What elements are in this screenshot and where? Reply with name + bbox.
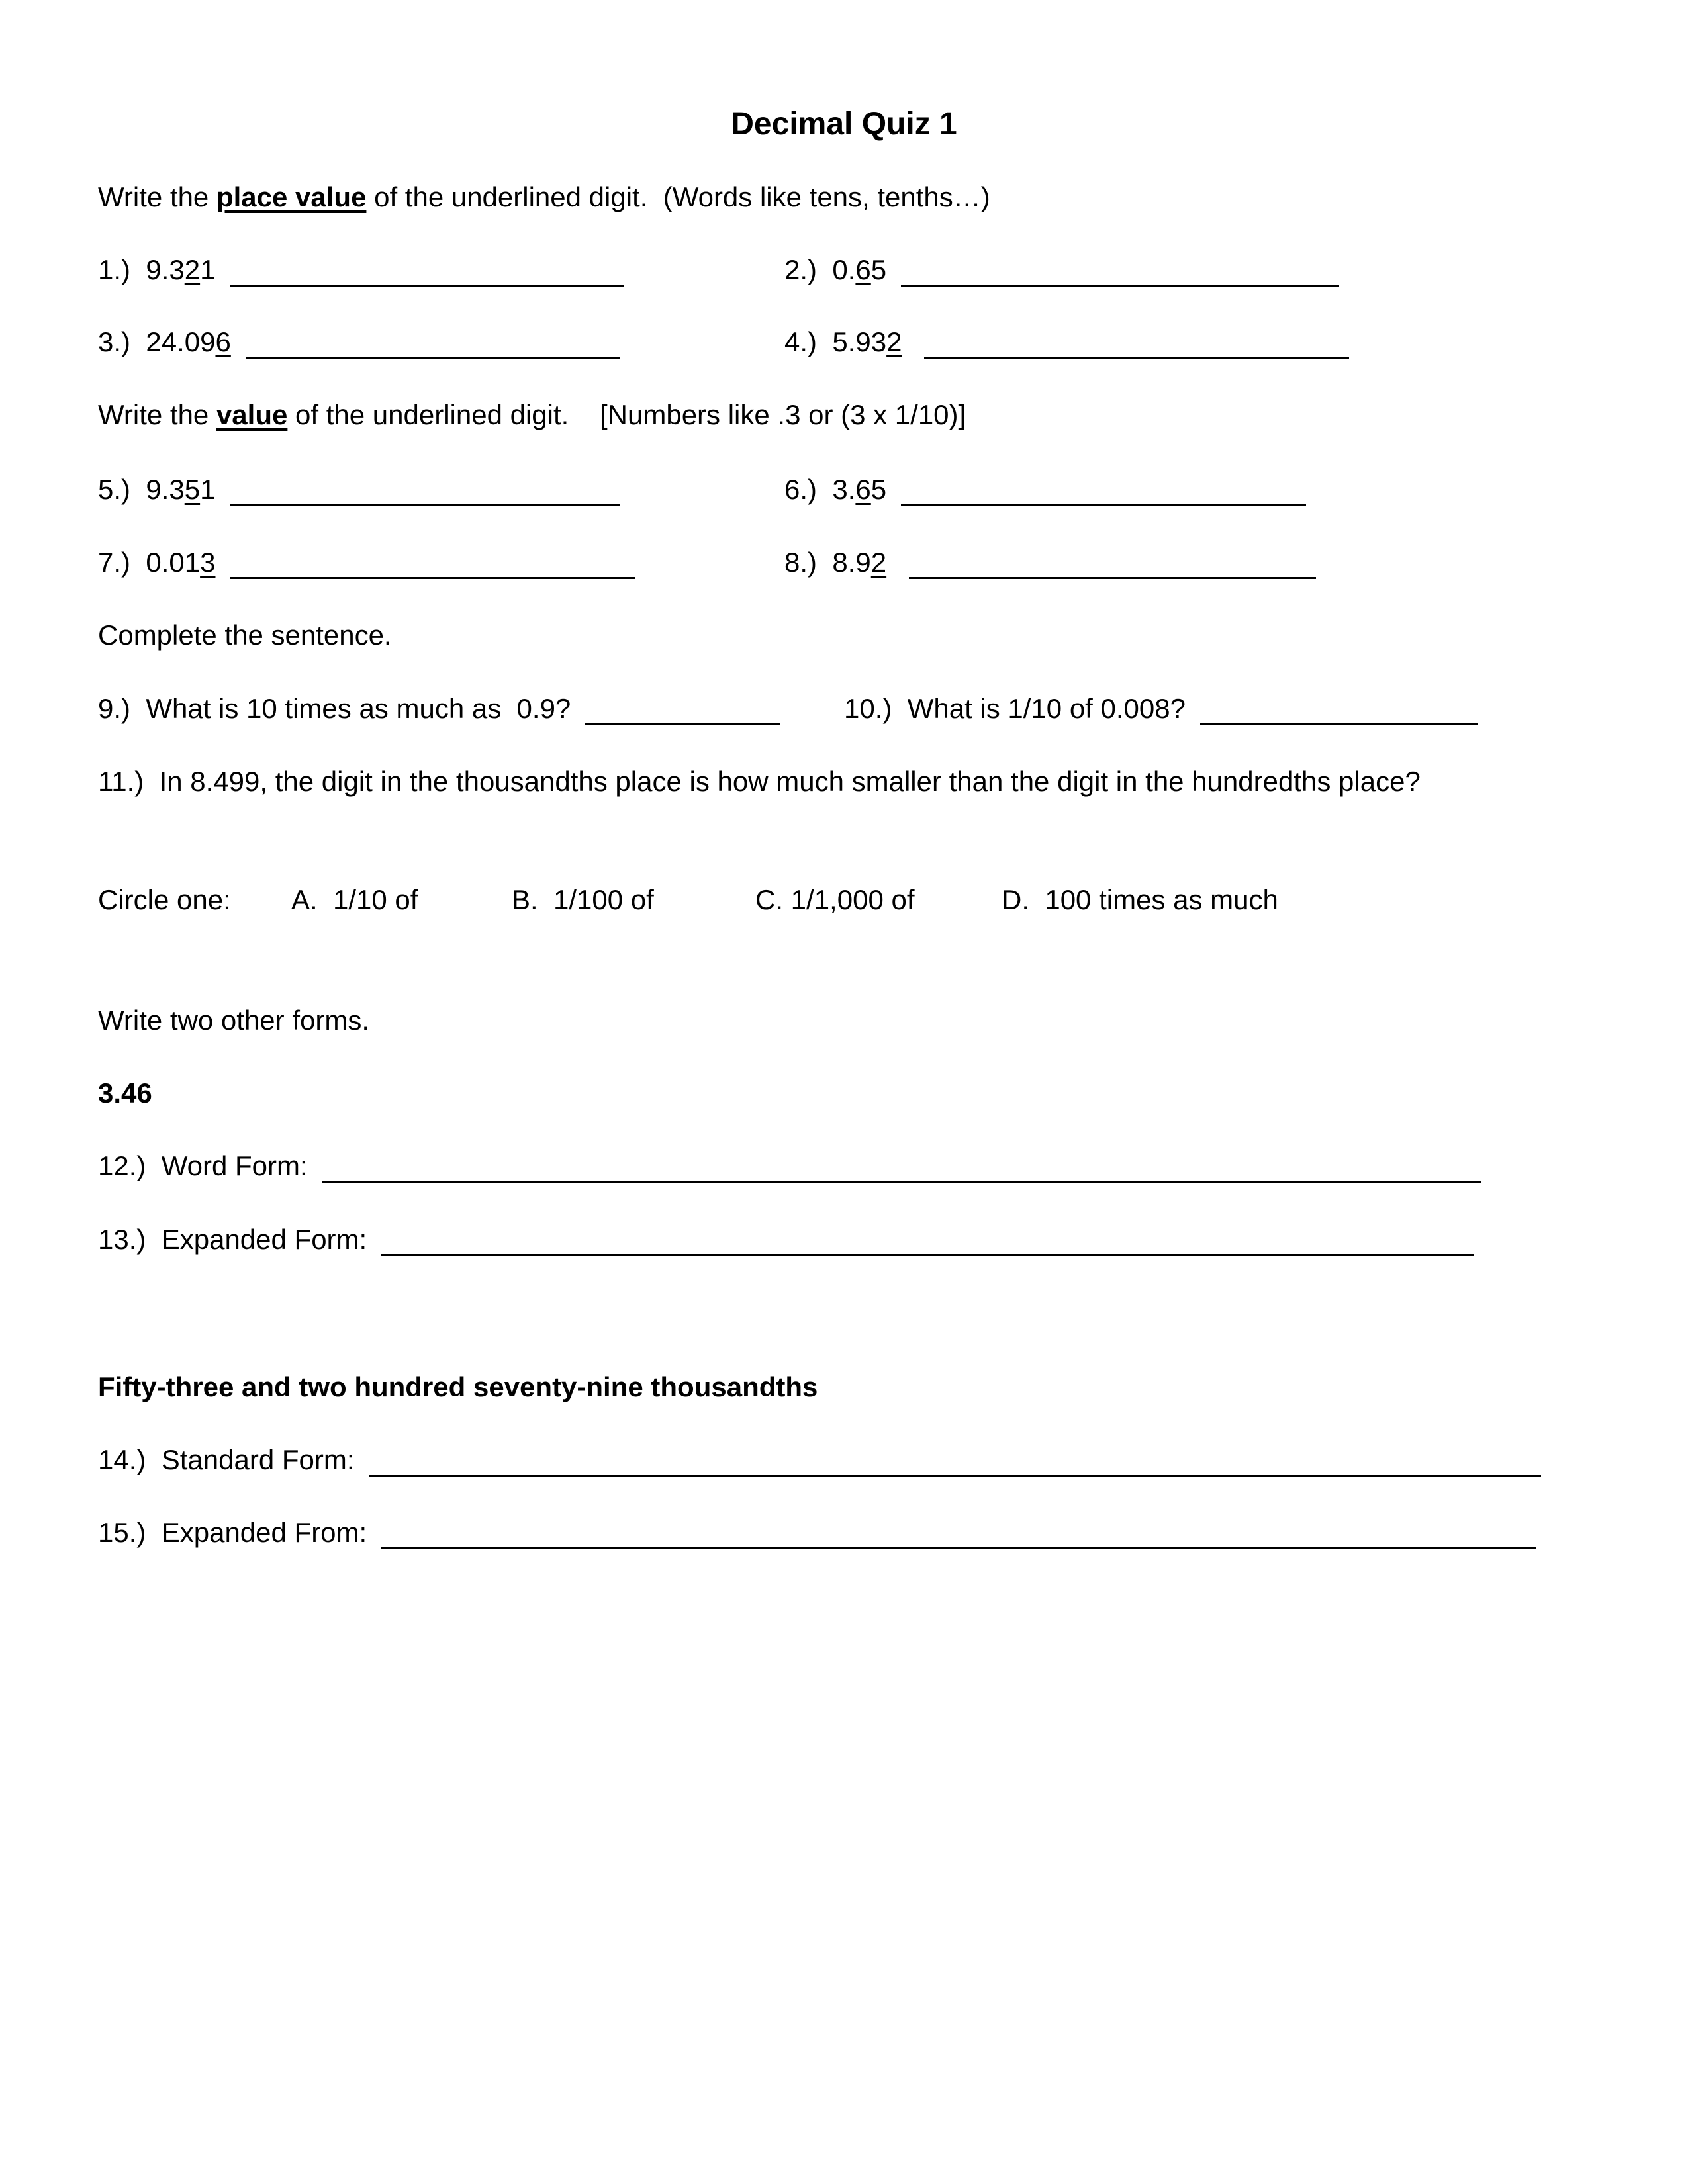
underlined-digit: 3 — [200, 547, 216, 578]
question-13 — [98, 1223, 1474, 1256]
section-heading: Write two other forms. — [98, 1005, 369, 1036]
circle-label: Circle one: — [98, 884, 231, 915]
question-7 — [98, 546, 635, 579]
answer-blank[interactable] — [901, 257, 1339, 287]
underlined-digit: 6 — [855, 474, 871, 505]
instructions-place-value — [98, 181, 990, 214]
underlined-digit: 2 — [870, 547, 887, 578]
answer-blank[interactable] — [322, 1153, 1481, 1183]
question-text: 10.) What is 1/10 of 0.008? — [844, 693, 1186, 724]
question-number: 7.) — [98, 547, 146, 578]
instr-text: Write the — [98, 399, 216, 430]
answer-blank[interactable] — [381, 1226, 1474, 1256]
page-title: Decimal Quiz 1 — [731, 107, 957, 142]
option-c[interactable]: C. 1/1,000 of — [755, 884, 915, 915]
question-text: 13.) Expanded Form: — [98, 1224, 367, 1255]
question-text: 15.) Expanded From: — [98, 1517, 367, 1548]
question-2 — [784, 253, 1339, 287]
answer-blank[interactable] — [585, 696, 780, 725]
instr-text: of the underlined digit. [Numbers like .3 or (3 x 1/10)] — [287, 399, 966, 430]
answer-blank[interactable] — [924, 329, 1349, 359]
question-10 — [844, 692, 1478, 725]
circle-one-options — [98, 884, 1422, 917]
instr-emphasis: place value — [216, 181, 367, 212]
option-d[interactable]: D. 100 times as much — [1002, 884, 1278, 915]
underlined-digit: 6 — [855, 254, 871, 285]
underlined-digit: 2 — [184, 254, 201, 285]
answer-blank[interactable] — [1200, 696, 1478, 725]
question-8 — [784, 546, 1316, 579]
instr-text: of the underlined digit. (Words like tens, tenths…) — [366, 181, 990, 212]
question-6 — [784, 473, 1306, 506]
number-part: 5 — [870, 254, 887, 285]
answer-blank[interactable] — [230, 549, 635, 579]
number-part: 5 — [870, 474, 887, 505]
answer-blank[interactable] — [381, 1520, 1536, 1549]
answer-blank[interactable] — [230, 477, 620, 506]
question-text: 11.) In 8.499, the digit in the thousandths place is how much smaller than the digit in the hundredths place? — [98, 766, 1421, 797]
question-number: 8.) — [784, 547, 833, 578]
number-part: 1 — [200, 254, 216, 285]
question-number: 6.) — [784, 474, 833, 505]
section-heading: Complete the sentence. — [98, 619, 392, 651]
number-part: 3. — [832, 474, 856, 505]
instr-text: Write the — [98, 181, 216, 212]
number-part: 1 — [200, 474, 216, 505]
question-text: 14.) Standard Form: — [98, 1444, 355, 1475]
question-15 — [98, 1516, 1536, 1549]
answer-blank[interactable] — [901, 477, 1306, 506]
given-number: 3.46 — [98, 1077, 152, 1109]
question-3 — [98, 326, 620, 359]
question-number: 3.) — [98, 326, 146, 357]
underlined-digit: 6 — [215, 326, 231, 357]
question-14 — [98, 1443, 1541, 1477]
number-part: 0. — [832, 254, 856, 285]
instructions-value — [98, 398, 966, 432]
question-9 — [98, 692, 780, 725]
number-part: 9.3 — [146, 474, 185, 505]
number-part: 0.01 — [146, 547, 201, 578]
answer-blank[interactable] — [909, 549, 1316, 579]
question-number: 4.) — [784, 326, 833, 357]
question-number: 5.) — [98, 474, 146, 505]
option-a[interactable]: A. 1/10 of — [291, 884, 418, 915]
answer-blank[interactable] — [369, 1447, 1541, 1477]
question-11 — [98, 765, 1421, 798]
question-1 — [98, 253, 624, 287]
number-part: 9.3 — [146, 254, 185, 285]
answer-blank[interactable] — [246, 329, 620, 359]
question-text: 12.) Word Form: — [98, 1150, 308, 1181]
underlined-digit: 2 — [886, 326, 902, 357]
number-part: 24.09 — [146, 326, 216, 357]
question-text: 9.) What is 10 times as much as 0.9? — [98, 693, 571, 724]
question-12 — [98, 1150, 1481, 1183]
answer-blank[interactable] — [230, 257, 624, 287]
instr-emphasis: value — [216, 399, 288, 430]
number-part: 8.9 — [832, 547, 871, 578]
number-part: 5.93 — [832, 326, 887, 357]
underlined-digit: 5 — [184, 474, 201, 505]
question-number: 1.) — [98, 254, 146, 285]
question-number: 2.) — [784, 254, 833, 285]
question-5 — [98, 473, 620, 506]
option-b[interactable]: B. 1/100 of — [512, 884, 654, 915]
given-number-words: Fifty-three and two hundred seventy-nine thousandths — [98, 1371, 818, 1402]
question-4 — [784, 326, 1349, 359]
